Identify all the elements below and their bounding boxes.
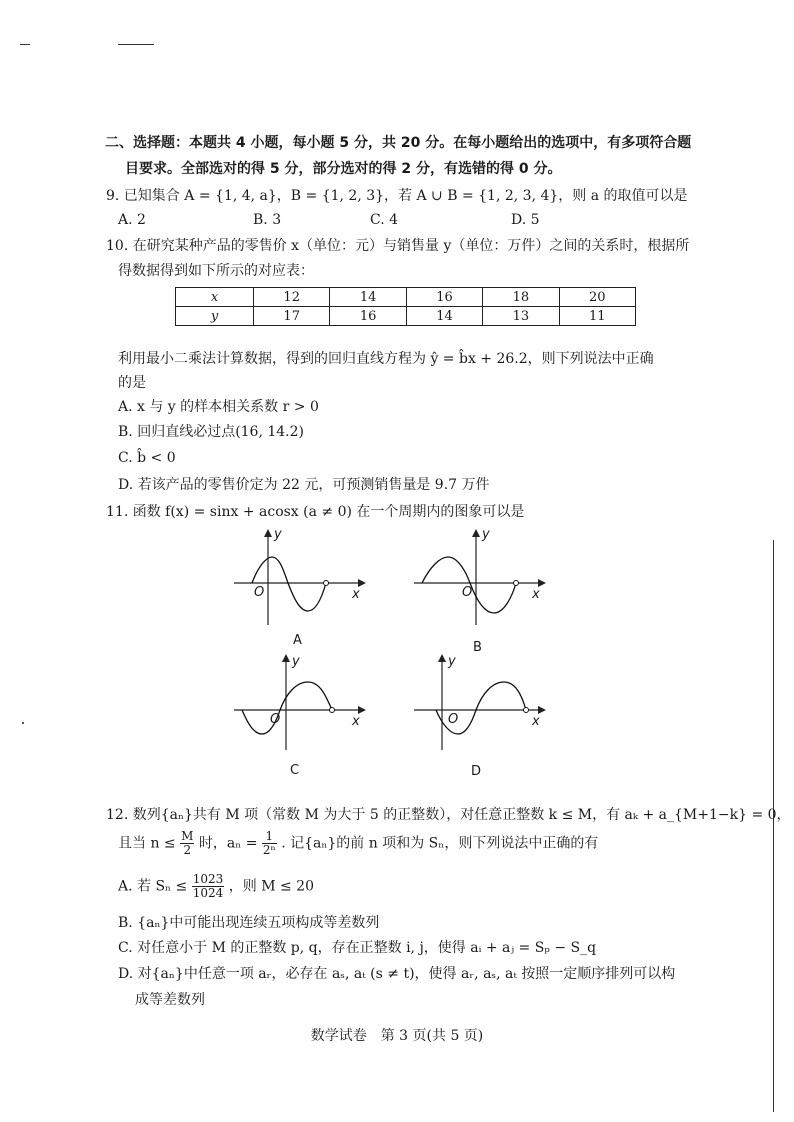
q12-stem-line1: 12. 数列{aₙ}共有 M 项（常数 M 为大于 5 的正整数），对任意正整数 k ≤ M，有 aₖ + a_{M+1−k} = 0， (106, 807, 791, 823)
q9-option-b: B. 3 (253, 212, 282, 228)
q12-option-a-post: ，则 M ≤ 20 (228, 878, 314, 895)
table-row-x (176, 288, 636, 307)
graph-b-y-label: y (482, 527, 490, 542)
q10-option-d: D. 若该产品的零售价定为 22 元，可预测销售量是 9.7 万件 (118, 477, 490, 493)
table-cell: 14 (406, 307, 482, 326)
q10-data-table (175, 287, 636, 326)
fraction-numerator: 1 (262, 830, 277, 844)
graph-a-x-label: x (352, 587, 360, 602)
q10-stem-line1: 10. 在研究某种产品的零售价 x（单位：元）与销售量 y（单位：万件）之间的关系时，根据所 (106, 238, 690, 254)
fraction-denominator: 2 (183, 843, 192, 857)
table-cell: 17 (254, 307, 330, 326)
graph-c-y-label: y (292, 654, 300, 669)
graph-b-origin: O (462, 585, 473, 600)
q10-option-c: C. b̂ < 0 (118, 450, 176, 466)
graph-d-origin: O (448, 712, 459, 727)
q10-stem-line3: 利用最小二乘法计算数据，得到的回归直线方程为 ŷ = b̂x + 26.2，则下列说法中正确 (118, 351, 654, 367)
q10-option-b: B. 回归直线必过点(16, 14.2) (118, 424, 304, 440)
q12-option-c: C. 对任意小于 M 的正整数 p, q，存在正整数 i, j，使得 aᵢ + aⱼ = Sₚ − S_q (118, 940, 597, 956)
fraction-numerator: M (181, 829, 194, 843)
q10-stem-line4: 的是 (118, 375, 146, 391)
q10-option-a: A. x 与 y 的样本相关系数 r > 0 (118, 399, 319, 415)
graph-a-y-label: y (274, 527, 282, 542)
fraction-denominator: 1024 (192, 886, 224, 900)
graph-c-origin: O (270, 712, 281, 727)
fraction-numerator: 1023 (192, 872, 224, 886)
graph-a (232, 527, 372, 627)
q12-stem2-mid: 时，aₙ = (198, 835, 258, 852)
graph-c-x-label: x (352, 714, 360, 729)
q11-stem: 11. 函数 f(x) = sinx + acosx (a ≠ 0) 在一个周期内的图象可以是 (106, 504, 525, 520)
graph-a-origin: O (254, 585, 265, 600)
corner-dash (20, 44, 30, 45)
q12-stem2-post: . 记{aₙ}的前 n 项和为 Sₙ，则下列说法中正确的有 (281, 835, 599, 852)
table-header-y: y (176, 307, 254, 326)
graph-c-label: C (290, 763, 300, 778)
section-heading-line2: 目要求。全部选对的得 5 分，部分选对的得 2 分，有选错的得 0 分。 (125, 161, 562, 177)
fraction-1-over-2n (262, 830, 277, 857)
graph-d-x-label: x (532, 714, 540, 729)
fraction-1023-over-1024 (192, 873, 225, 900)
q9-option-a: A. 2 (118, 212, 146, 228)
scan-speck (22, 722, 24, 724)
header-rule (118, 44, 154, 45)
section-heading-line1: 二、选择题：本题共 4 小题，每小题 5 分，共 20 分。在每小题给出的选项中，有多项符合题 (105, 135, 692, 151)
q10-stem-line2: 得数据得到如下所示的对应表： (118, 263, 314, 279)
q12-option-d-line2: 成等差数列 (135, 992, 205, 1008)
table-cell: 11 (559, 307, 635, 326)
page-footer: 数学试卷 第 3 页(共 5 页) (310, 1028, 484, 1044)
graph-d (412, 652, 552, 752)
graph-b (412, 527, 552, 627)
graph-b-label: B (473, 640, 482, 655)
q12-option-b: B. {aₙ}中可能出现连续五项构成等差数列 (118, 915, 380, 931)
table-cell: 18 (483, 288, 559, 307)
q12-option-a (118, 873, 314, 900)
table-cell: 20 (559, 288, 635, 307)
graph-a-label: A (293, 633, 302, 648)
fraction-denominator: 2ⁿ (262, 843, 276, 857)
table-cell: 13 (483, 307, 559, 326)
graph-c (232, 652, 372, 752)
table-cell: 16 (406, 288, 482, 307)
table-cell: 14 (330, 288, 406, 307)
q9-stem: 9. 已知集合 A = {1, 4, a}，B = {1, 2, 3}，若 A ∪ B = {1, 2, 3, 4}，则 a 的取值可以是 (106, 188, 688, 204)
graph-d-y-label: y (448, 654, 456, 669)
graph-b-x-label: x (532, 587, 540, 602)
table-header-x: x (176, 288, 254, 307)
q12-option-a-pre: A. 若 Sₙ ≤ (118, 878, 188, 895)
table-row-y (176, 307, 636, 326)
table-cell: 12 (254, 288, 330, 307)
q12-stem2-pre: 且当 n ≤ (118, 835, 176, 852)
q9-option-c: C. 4 (370, 212, 399, 228)
fraction-m-over-2 (180, 830, 194, 857)
graph-d-label: D (471, 764, 482, 779)
q12-stem-line2 (118, 830, 598, 857)
q12-option-d-line1: D. 对{aₙ}中任意一项 aᵣ，必存在 aₛ, aₜ (s ≠ t)，使得 aᵣ, aₛ, aₜ 按照一定顺序排列可以构 (118, 966, 676, 982)
table-cell: 16 (330, 307, 406, 326)
q9-option-d: D. 5 (511, 212, 540, 228)
